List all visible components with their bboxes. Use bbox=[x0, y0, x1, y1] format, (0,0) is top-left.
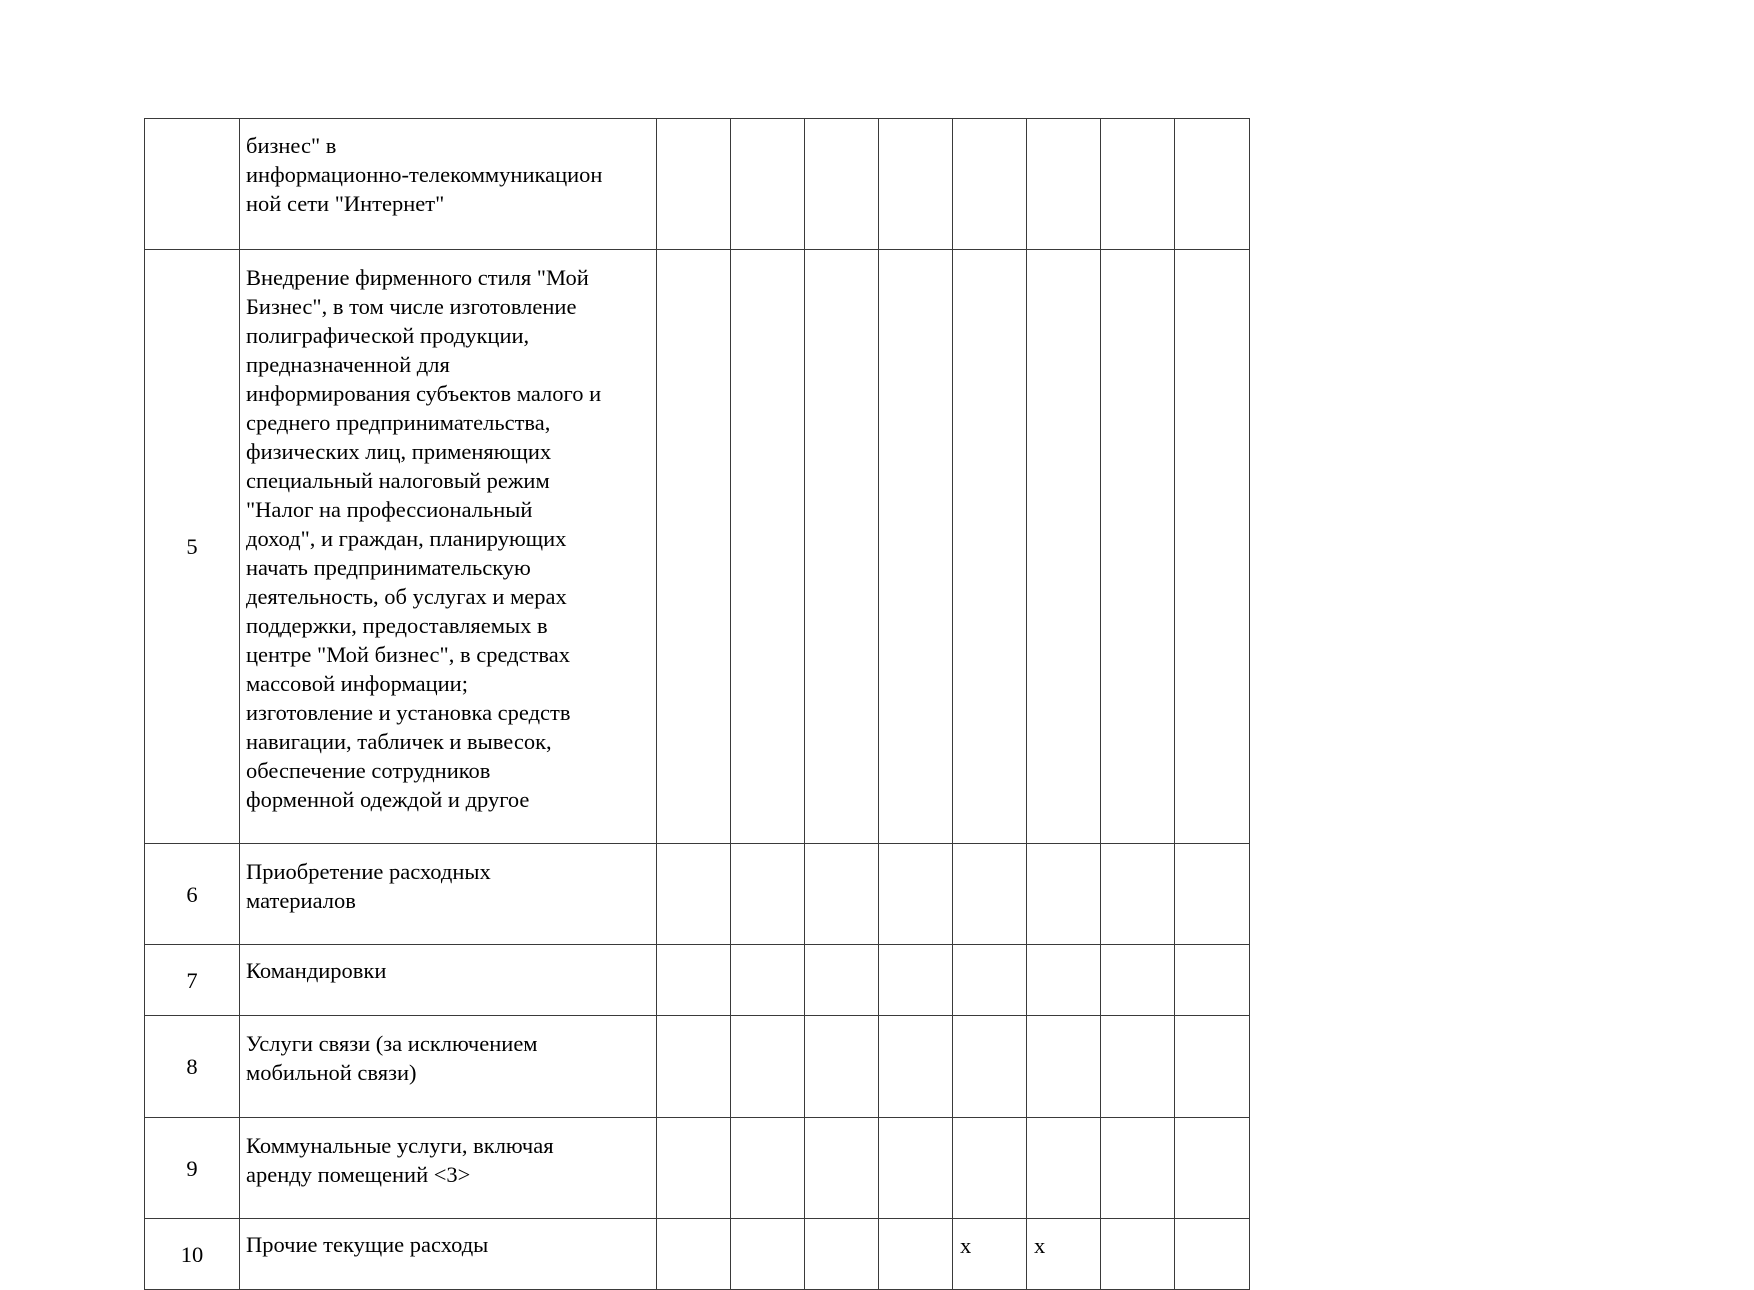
value-cell bbox=[1175, 250, 1250, 844]
row-description: Приобретение расходных материалов bbox=[240, 844, 657, 945]
row-description: Командировки bbox=[240, 945, 657, 1016]
value-cell bbox=[805, 250, 879, 844]
value-cell bbox=[805, 844, 879, 945]
value-cell bbox=[731, 844, 805, 945]
row-number: 7 bbox=[145, 945, 240, 1016]
value-cell bbox=[805, 1219, 879, 1290]
table-row bbox=[145, 250, 1250, 844]
value-cell bbox=[1027, 250, 1101, 844]
table-row bbox=[145, 844, 1250, 945]
value-cell bbox=[1175, 119, 1250, 250]
value-cell-marked: x bbox=[953, 1219, 1027, 1290]
value-cell bbox=[805, 945, 879, 1016]
value-cell bbox=[731, 250, 805, 844]
value-cell bbox=[879, 250, 953, 844]
value-cell bbox=[731, 945, 805, 1016]
value-cell-marked: x bbox=[1027, 1219, 1101, 1290]
value-cell bbox=[953, 1016, 1027, 1118]
value-cell bbox=[953, 844, 1027, 945]
value-cell bbox=[1175, 1016, 1250, 1118]
value-cell bbox=[1101, 1219, 1175, 1290]
value-cell bbox=[731, 119, 805, 250]
value-cell bbox=[1101, 1016, 1175, 1118]
value-cell bbox=[657, 250, 731, 844]
value-cell bbox=[953, 945, 1027, 1016]
value-cell bbox=[953, 1118, 1027, 1219]
value-cell bbox=[953, 119, 1027, 250]
value-cell bbox=[1027, 1118, 1101, 1219]
value-cell bbox=[1101, 119, 1175, 250]
row-description: Внедрение фирменного стиля "Мой Бизнес", в том числе изготовление полиграфической продукции, предназначенной для информирования субъектов малого и среднего предпринимательства, физических лиц, применяющих специальный налоговый режим "Налог на профессиональный доход", и граждан, планирующих начать предпринимательскую деятельность, об услугах и мерах поддержки, предоставляемых в центре "Мой бизнес", в средствах массовой информации; изготовление и установка средств навигации, табличек и вывесок, обеспечение сотрудников форменной одеждой и другое bbox=[240, 250, 657, 844]
row-number: 6 bbox=[145, 844, 240, 945]
expense-table bbox=[144, 118, 1250, 1290]
value-cell bbox=[731, 1016, 805, 1118]
value-cell bbox=[731, 1219, 805, 1290]
table-row bbox=[145, 119, 1250, 250]
value-cell bbox=[657, 1118, 731, 1219]
row-number: 5 bbox=[145, 250, 240, 844]
value-cell bbox=[657, 945, 731, 1016]
row-number: 10 bbox=[145, 1219, 240, 1290]
value-cell bbox=[1027, 844, 1101, 945]
value-cell bbox=[1027, 1016, 1101, 1118]
value-cell bbox=[1175, 1219, 1250, 1290]
value-cell bbox=[657, 1219, 731, 1290]
table-row bbox=[145, 1016, 1250, 1118]
value-cell bbox=[1027, 945, 1101, 1016]
row-number: 8 bbox=[145, 1016, 240, 1118]
value-cell bbox=[805, 1118, 879, 1219]
row-number bbox=[145, 119, 240, 250]
value-cell bbox=[879, 1118, 953, 1219]
value-cell bbox=[879, 844, 953, 945]
value-cell bbox=[1101, 844, 1175, 945]
value-cell bbox=[1027, 119, 1101, 250]
value-cell bbox=[953, 250, 1027, 844]
row-description: Услуги связи (за исключением мобильной связи) bbox=[240, 1016, 657, 1118]
value-cell bbox=[1101, 250, 1175, 844]
value-cell bbox=[879, 1016, 953, 1118]
value-cell bbox=[879, 945, 953, 1016]
value-cell bbox=[805, 119, 879, 250]
value-cell bbox=[879, 119, 953, 250]
table-row bbox=[145, 945, 1250, 1016]
row-description: Коммунальные услуги, включая аренду помещений <3> bbox=[240, 1118, 657, 1219]
value-cell bbox=[1101, 945, 1175, 1016]
value-cell bbox=[879, 1219, 953, 1290]
row-description: Прочие текущие расходы bbox=[240, 1219, 657, 1290]
value-cell bbox=[657, 844, 731, 945]
value-cell bbox=[1175, 844, 1250, 945]
value-cell bbox=[657, 1016, 731, 1118]
value-cell bbox=[805, 1016, 879, 1118]
value-cell bbox=[657, 119, 731, 250]
table-row bbox=[145, 1118, 1250, 1219]
table-row bbox=[145, 1219, 1250, 1290]
row-description: бизнес" в информационно-телекоммуникацион ной сети "Интернет" bbox=[240, 119, 657, 250]
value-cell bbox=[731, 1118, 805, 1219]
value-cell bbox=[1101, 1118, 1175, 1219]
value-cell bbox=[1175, 945, 1250, 1016]
row-number: 9 bbox=[145, 1118, 240, 1219]
value-cell bbox=[1175, 1118, 1250, 1219]
